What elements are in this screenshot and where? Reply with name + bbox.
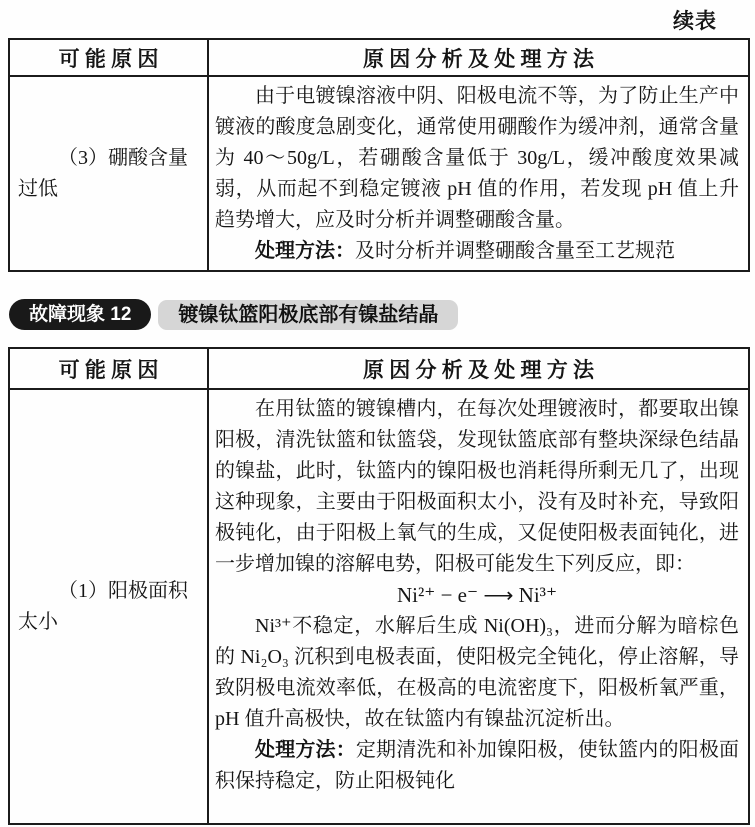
continued-table-label: 续表 (673, 10, 717, 33)
cause-text-line1: （3）硼酸含量 (58, 146, 188, 169)
method-line (215, 735, 739, 797)
cause-cell-anode-area (9, 389, 208, 824)
fault-banner (9, 299, 458, 330)
table-header-row (9, 39, 749, 76)
analysis-cell-anode-area (208, 389, 749, 824)
table-row (9, 389, 749, 824)
troubleshooting-table-continued (8, 38, 750, 272)
method-label: 处理方法： (255, 739, 356, 761)
method-label: 处理方法： (255, 240, 355, 262)
fault-title: 镀镍钛篮阳极底部有镍盐结晶 (158, 300, 458, 330)
analysis-cell-boric-acid (208, 76, 749, 271)
analysis-paragraph: 由于电镀镍溶液中阴、阳极电流不等，为了防止生产中镀液的酸度急剧变化，通常使用硼酸作为缓冲剂，通常含量为 40～50g/L，若硼酸含量低于 30g/L，缓冲酸度效果减弱，从而起不到稳定镀液 pH 值的作用，若发现 pH 值上升趋势增大，应及时分析并调整硼酸含量。 (215, 85, 739, 231)
table-row (9, 76, 749, 271)
method-text: 定期清洗和补加镍阳极，使钛篮内的阳极面积保持稳定，防止阳极钝化 (215, 739, 740, 792)
cause-cell-boric-acid (9, 76, 208, 271)
chemical-equation: Ni²⁺ − e⁻ ⟶ Ni³⁺ (396, 583, 558, 607)
method-line (215, 236, 739, 267)
troubleshooting-table-fault12 (8, 347, 750, 825)
analysis-method-header: 原 因 分 析 及 处 理 方 法 (208, 348, 749, 389)
analysis-method-header: 原 因 分 析 及 处 理 方 法 (208, 39, 749, 76)
analysis-paragraph-1: 在用钛篮的镀镍槽内，在每次处理镀液时，都要取出镍阳极，清洗钛篮和钛篮袋，发现钛篮底部有整块深绿色结晶的镍盐，此时，钛篮内的镍阳极也消耗得所剩无几了，出现这种现象，主要由于阳极面积太小，没有及时补充，导致阳极钝化，由于阳极上氧气的生成，又促使阳极表面钝化，进一步增加镍的溶解电势，阳极可能发生下列反应，即： (215, 398, 739, 575)
method-text: 及时分析并调整硼酸含量至工艺规范 (355, 240, 675, 262)
table-header-row (9, 348, 749, 389)
fault-number-tag: 故障现象 12 (9, 299, 151, 330)
cause-text-line2: 过低 (18, 177, 58, 200)
possible-cause-header: 可 能 原 因 (9, 348, 208, 389)
cause-text-line2: 太小 (18, 610, 58, 633)
possible-cause-header: 可 能 原 因 (9, 39, 208, 76)
cause-text-line1: （1）阳极面积 (58, 579, 188, 602)
analysis-paragraph-2: Ni³⁺不稳定，水解后生成 Ni(OH)₃，进而分解为暗棕色的 Ni₂O₃ 沉积到电极表面，使阳极完全钝化，停止溶解，导致阴极电流效率低，在极高的电流密度下，阳极析氧严重，pH 值升高极快，故在钛篮内有镍盐沉淀析出。 (215, 615, 739, 730)
